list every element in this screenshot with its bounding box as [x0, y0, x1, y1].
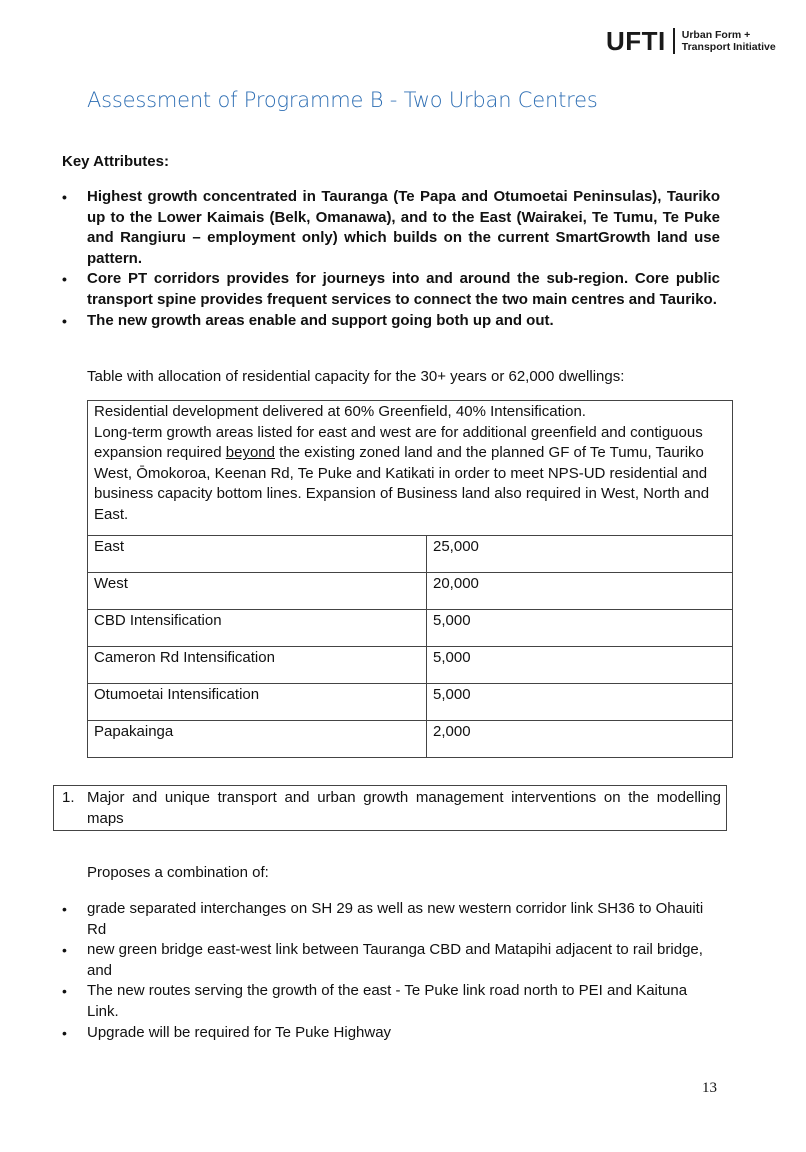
table-row — [88, 610, 733, 647]
logo-divider — [673, 28, 675, 54]
bullet-icon: • — [62, 942, 67, 959]
note-pre: Long-term growth areas listed for east and west are for additional greenfield and contiguous expansion required — [94, 423, 703, 462]
bullet-icon: • — [62, 983, 67, 1000]
section-number: 1. — [62, 789, 75, 806]
key-attributes-list — [62, 187, 720, 331]
list-item — [62, 187, 720, 269]
allocation-table — [87, 400, 733, 758]
list-item-text: new green bridge east-west link between Tauranga CBD and Matapihi adjacent to rail bridge, and — [87, 941, 703, 979]
area-cell: East — [88, 536, 427, 573]
area-cell: Cameron Rd Intensification — [88, 647, 427, 684]
list-item — [62, 981, 720, 1022]
area-cell: West — [88, 573, 427, 610]
list-item-text: grade separated interchanges on SH 29 as well as new western corridor link SH36 to Ohauiti Rd — [87, 900, 704, 938]
note-line1: Residential development delivered at 60% Greenfield, 40% Intensification. — [94, 403, 586, 420]
area-cell: CBD Intensification — [88, 610, 427, 647]
list-item — [62, 940, 720, 981]
value-cell: 2,000 — [427, 721, 733, 758]
area-cell: Papakainga — [88, 721, 427, 758]
bullet-icon: • — [62, 1024, 67, 1041]
table-row — [88, 573, 733, 610]
list-item-text: Highest growth concentrated in Tauranga (Te Papa and Otumoetai Peninsulas), Tauriko up to the Lower Kaimais (Belk, Omanawa), and to the East (Wairakei, Te Tumu, Te Puke and Rangiuru – employment only) which builds on the current SmartGrowth land use pattern. — [87, 188, 720, 267]
value-cell: 25,000 — [427, 536, 733, 573]
value-cell: 5,000 — [427, 610, 733, 647]
logo-caption — [682, 29, 776, 53]
list-item-text: Core PT corridors provides for journeys into and around the sub-region. Core public transport spine provides frequent services to connect the two main centres and Tauriko. — [87, 270, 720, 308]
bullet-icon: • — [62, 312, 67, 329]
key-attributes-heading: Key Attributes: — [62, 153, 169, 170]
bullet-icon: • — [62, 901, 67, 917]
value-cell: 20,000 — [427, 573, 733, 610]
table-intro: Table with allocation of residential capacity for the 30+ years or 62,000 dwellings: — [87, 368, 625, 385]
ufti-logo — [606, 28, 776, 54]
section-1-box — [53, 785, 727, 831]
list-item-text: The new routes serving the growth of the east - Te Puke link road north to PEI and Kaituna Link. — [87, 982, 688, 1020]
table-row — [88, 536, 733, 573]
page-number: 13 — [702, 1080, 717, 1096]
value-cell: 5,000 — [427, 647, 733, 684]
logo-caption-line1: Urban Form + — [681, 29, 751, 41]
table-row — [88, 684, 733, 721]
list-item — [62, 311, 720, 332]
logo-mark: UFTI — [606, 26, 666, 56]
bullet-icon: • — [62, 189, 67, 205]
table-row — [88, 721, 733, 758]
table-note-row — [88, 401, 733, 536]
list-item — [62, 269, 720, 310]
logo-caption-line2: Transport Initiative — [681, 41, 776, 53]
bullet-icon: • — [62, 271, 67, 288]
area-cell: Otumoetai Intensification — [88, 684, 427, 721]
page-title: Assessment of Programme B - Two Urban Centres — [87, 88, 598, 112]
proposes-text: Proposes a combination of: — [87, 864, 269, 881]
list-item-text: Upgrade will be required for Te Puke Highway — [87, 1023, 392, 1041]
list-item — [62, 899, 720, 940]
note-post: the existing zoned land and the planned GF of Te Tumu, Tauriko West, Ōmokoroa, Keenan Rd, Te Puke and Katikati in order to meet NPS-UD residential and business capacity bottom lines. Expansion of Business land also required in West, North and East. — [94, 444, 710, 523]
interventions-list — [62, 899, 720, 1043]
value-cell: 5,000 — [427, 684, 733, 721]
table-row — [88, 647, 733, 684]
list-item — [62, 1023, 720, 1044]
table-note — [88, 401, 733, 536]
section-heading: Major and unique transport and urban growth management interventions on the modelling maps — [87, 789, 721, 827]
note-underlined: beyond — [225, 444, 275, 462]
list-item-text: The new growth areas enable and support going both up and out. — [87, 311, 554, 329]
